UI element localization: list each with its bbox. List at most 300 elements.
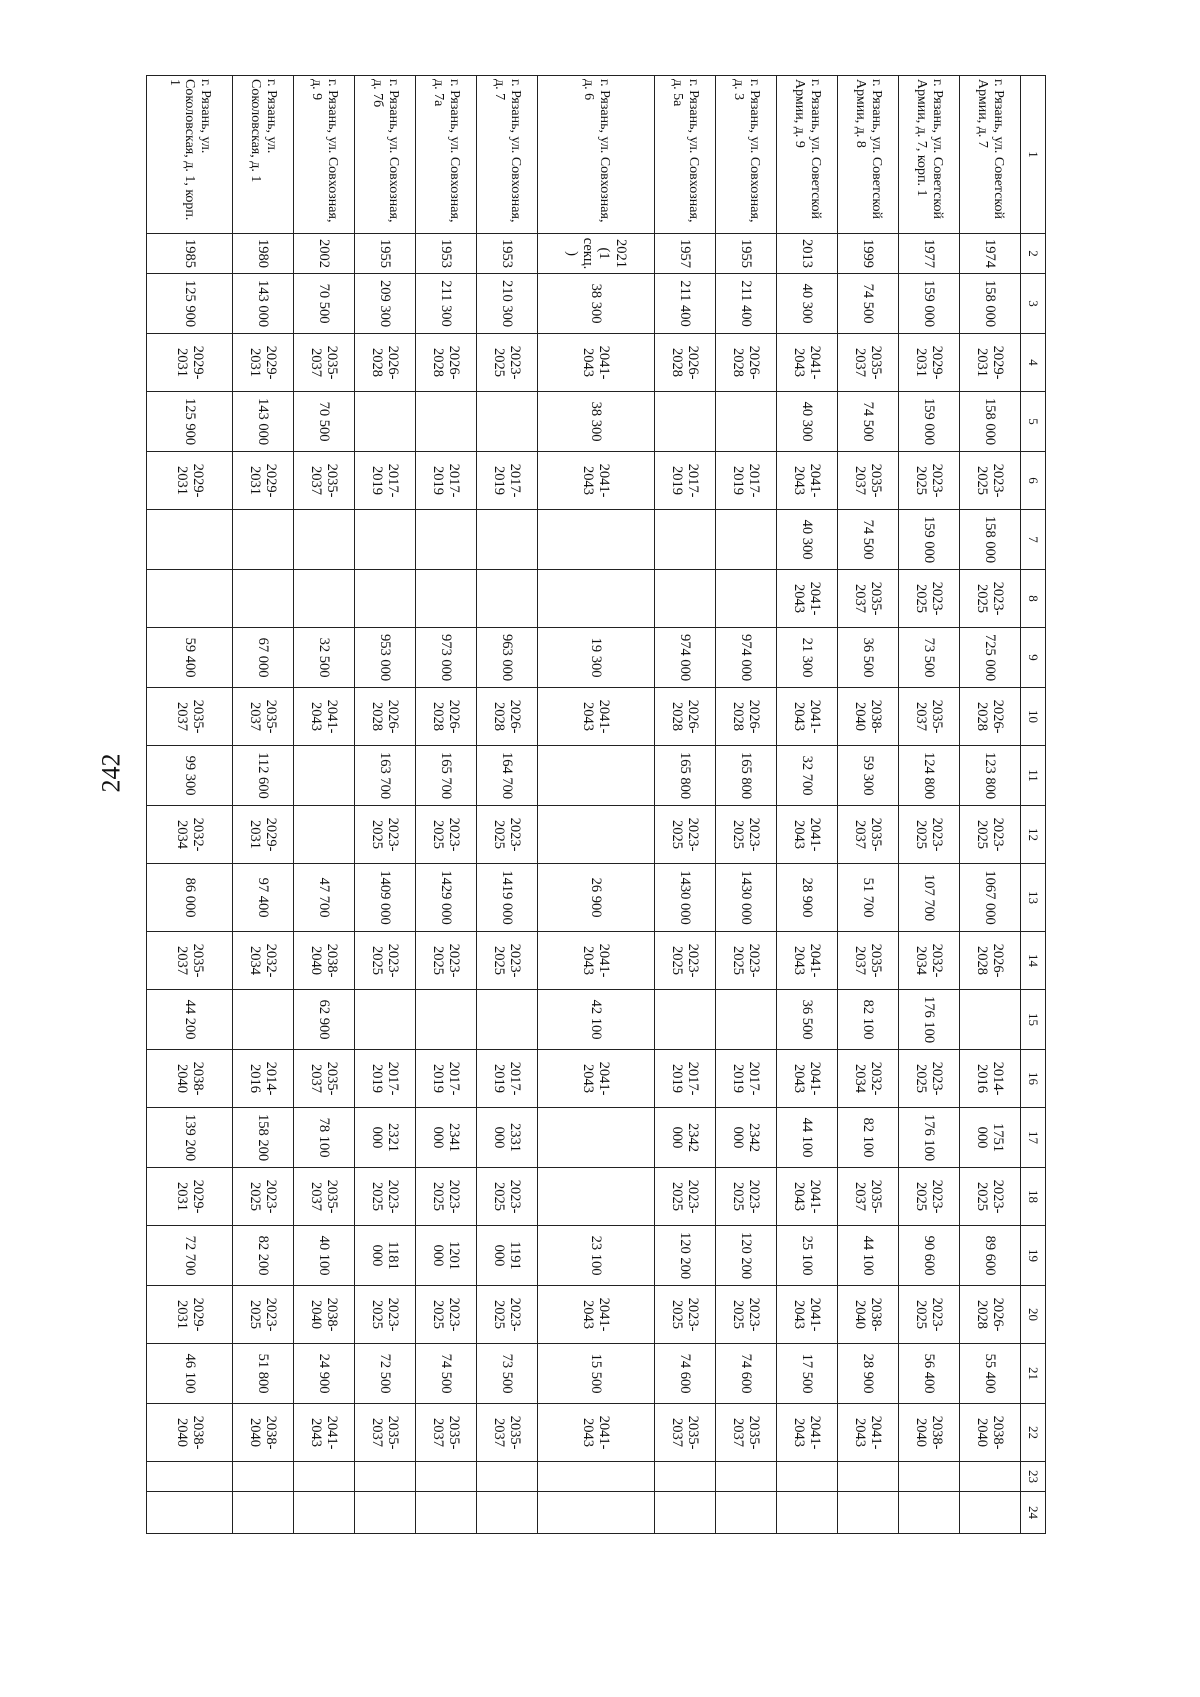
table-cell: 2026-2028 (416, 688, 477, 746)
table-cell (477, 990, 538, 1050)
table-row (294, 76, 355, 1534)
table-cell: 2023-2025 (416, 932, 477, 990)
table-cell: 2026-2028 (477, 688, 538, 746)
table-cell: 210 300 (477, 274, 538, 334)
table-cell: 1429 000 (416, 864, 477, 932)
table-cell (838, 1492, 899, 1534)
table-cell: 32 500 (294, 628, 355, 688)
table-cell (233, 510, 294, 570)
table-cell: 159 000 (899, 274, 960, 334)
table-row (355, 76, 416, 1534)
table-cell: 2026-2028 (655, 688, 716, 746)
table-cell: 2023-2025 (477, 932, 538, 990)
table-cell: 2035-2037 (294, 1050, 355, 1108)
table-cell: 2023-2025 (355, 1286, 416, 1344)
table-cell: 2035-2037 (838, 334, 899, 392)
address-cell: г. Рязань, ул. Совхозная, д. 7 (477, 76, 538, 234)
table-cell (716, 392, 777, 452)
table-cell: 74 600 (716, 1344, 777, 1404)
table-row (960, 76, 1021, 1534)
table-cell: 2017-2019 (477, 1050, 538, 1108)
table-cell: 158 000 (960, 392, 1021, 452)
table-cell (355, 1492, 416, 1534)
table-cell: 2029-2031 (147, 1286, 233, 1344)
table-cell: 19 300 (538, 628, 655, 688)
table-cell (294, 510, 355, 570)
address-cell: г. Рязань, ул. Советской Армии, д. 7, корп. 1 (899, 76, 960, 234)
table-cell: 2041-2043 (538, 1286, 655, 1344)
column-header: 23 (1021, 1462, 1046, 1492)
column-header: 5 (1021, 392, 1046, 452)
table-cell: 21 300 (777, 628, 838, 688)
table-cell: 2041-2043 (777, 1050, 838, 1108)
table-cell: 70 500 (294, 274, 355, 334)
table-cell: 42 100 (538, 990, 655, 1050)
table-cell (538, 746, 655, 806)
table-cell: 2023-2025 (960, 452, 1021, 510)
column-header: 12 (1021, 806, 1046, 864)
table-cell: 2023-2025 (655, 1168, 716, 1226)
table-cell (294, 1462, 355, 1492)
table-cell: 1191 000 (477, 1226, 538, 1286)
table-cell: 2321 000 (355, 1108, 416, 1168)
table-cell: 2023-2025 (960, 806, 1021, 864)
table-cell: 59 300 (838, 746, 899, 806)
table-cell: 25 100 (777, 1226, 838, 1286)
table-cell: 2017-2019 (416, 452, 477, 510)
address-cell: г. Рязань, ул. Советской Армии, д. 8 (838, 76, 899, 234)
table-cell: 1409 000 (355, 864, 416, 932)
table-cell: 2035-2037 (294, 334, 355, 392)
table-cell (655, 392, 716, 452)
table-cell: 82 100 (838, 1108, 899, 1168)
address-cell: г. Рязань, ул. Соколовская, д. 1 (233, 76, 294, 234)
table-cell: 1953 (477, 234, 538, 274)
table-cell: 28 900 (777, 864, 838, 932)
table-cell (416, 990, 477, 1050)
table-cell: 2041-2043 (777, 570, 838, 628)
table-cell: 2023-2025 (355, 806, 416, 864)
table-cell: 74 600 (655, 1344, 716, 1404)
table-cell (294, 1492, 355, 1534)
table-cell (655, 570, 716, 628)
address-cell: г. Рязань, ул. Советской Армии, д. 9 (777, 76, 838, 234)
table-cell: 2041-2043 (294, 688, 355, 746)
table-cell: 73 500 (899, 628, 960, 688)
table-cell (233, 990, 294, 1050)
table-cell: 40 300 (777, 510, 838, 570)
table-cell: 2342 000 (716, 1108, 777, 1168)
table-cell: 1999 (838, 234, 899, 274)
table-cell: 974 000 (716, 628, 777, 688)
table-cell: 209 300 (355, 274, 416, 334)
table-cell: 2029-2031 (147, 1168, 233, 1226)
table-cell (147, 1462, 233, 1492)
table-cell: 44 200 (147, 990, 233, 1050)
table-cell: 2035-2037 (838, 806, 899, 864)
table-cell: 2026-2028 (960, 688, 1021, 746)
table-cell: 40 300 (777, 274, 838, 334)
table-cell: 70 500 (294, 392, 355, 452)
table-cell: 2035-2037 (294, 452, 355, 510)
table-cell: 211 400 (655, 274, 716, 334)
table-cell: 2038-2040 (960, 1404, 1021, 1462)
table-cell (960, 1492, 1021, 1534)
table-cell: 2023-2025 (355, 1168, 416, 1226)
table-cell: 51 800 (233, 1344, 294, 1404)
table-cell: 2026-2028 (655, 334, 716, 392)
table-cell: 40 100 (294, 1226, 355, 1286)
column-header: 17 (1021, 1108, 1046, 1168)
address-cell: г. Рязань, ул. Совхозная, д. 6 (538, 76, 655, 234)
table-cell: 44 100 (838, 1226, 899, 1286)
table-row (777, 76, 838, 1534)
table-cell: 2041-2043 (777, 932, 838, 990)
table-cell (538, 1108, 655, 1168)
table-cell (355, 1462, 416, 1492)
table-cell: 2038-2040 (147, 1404, 233, 1462)
table-cell: 2023-2025 (416, 806, 477, 864)
table-cell: 74 500 (416, 1344, 477, 1404)
table-cell: 1955 (355, 234, 416, 274)
column-header: 10 (1021, 688, 1046, 746)
table-cell: 2041-2043 (777, 688, 838, 746)
table-container (146, 75, 1046, 1519)
table-cell: 2032-2034 (147, 806, 233, 864)
table-cell: 2038-2040 (233, 1404, 294, 1462)
table-cell: 158 200 (233, 1108, 294, 1168)
table-cell: 46 100 (147, 1344, 233, 1404)
column-header: 22 (1021, 1404, 1046, 1462)
table-cell: 2017-2019 (477, 452, 538, 510)
table-cell (716, 570, 777, 628)
table-cell: 2013 (777, 234, 838, 274)
table-row (538, 76, 655, 1534)
table-cell (777, 1462, 838, 1492)
table-cell: 2017-2019 (355, 1050, 416, 1108)
table-cell: 211 400 (716, 274, 777, 334)
table-cell: 165 800 (716, 746, 777, 806)
table-cell (538, 510, 655, 570)
column-header: 19 (1021, 1226, 1046, 1286)
table-cell (147, 1492, 233, 1534)
table-cell: 164 700 (477, 746, 538, 806)
table-cell: 2041-2043 (838, 1404, 899, 1462)
table-cell: 62 900 (294, 990, 355, 1050)
table-cell: 36 500 (838, 628, 899, 688)
table-cell: 2035-2037 (838, 570, 899, 628)
table-cell: 2023-2025 (899, 452, 960, 510)
table-cell: 2038-2040 (838, 688, 899, 746)
column-header: 4 (1021, 334, 1046, 392)
table-cell (233, 1492, 294, 1534)
table-cell (777, 1492, 838, 1534)
table-cell (294, 570, 355, 628)
table-cell (355, 990, 416, 1050)
table-cell: 211 300 (416, 274, 477, 334)
table-cell: 2041-2043 (777, 334, 838, 392)
table-cell: 2035-2037 (294, 1168, 355, 1226)
table-cell: 2029-2031 (147, 452, 233, 510)
column-header: 16 (1021, 1050, 1046, 1108)
address-cell: г. Рязань, ул. Соколовская, д. 1, корп. 1 (147, 76, 233, 234)
table-cell: 2023-2025 (716, 1168, 777, 1226)
table-cell: 2038-2040 (838, 1286, 899, 1344)
table-cell: 82 200 (233, 1226, 294, 1286)
table-cell: 74 500 (838, 392, 899, 452)
table-cell: 2026-2028 (716, 688, 777, 746)
table-cell: 2029-2031 (899, 334, 960, 392)
table-cell: 72 700 (147, 1226, 233, 1286)
table-cell: 2014-2016 (960, 1050, 1021, 1108)
table-cell: 120 200 (655, 1226, 716, 1286)
table-cell: 86 000 (147, 864, 233, 932)
table-cell: 89 600 (960, 1226, 1021, 1286)
table-cell (655, 1492, 716, 1534)
table-cell: 36 500 (777, 990, 838, 1050)
table-cell: 2041-2043 (538, 932, 655, 990)
table-cell (233, 570, 294, 628)
table-cell: 2023-2025 (477, 334, 538, 392)
table-cell: 2023-2025 (899, 806, 960, 864)
table-cell: 28 900 (838, 1344, 899, 1404)
table-row (899, 76, 960, 1534)
table-cell: 2041-2043 (538, 452, 655, 510)
table-cell: 2023-2025 (655, 932, 716, 990)
table-row (716, 76, 777, 1534)
table-cell: 55 400 (960, 1344, 1021, 1404)
table-cell: 24 900 (294, 1344, 355, 1404)
table-cell: 15 500 (538, 1344, 655, 1404)
table-cell: 1985 (147, 234, 233, 274)
table-cell: 38 300 (538, 274, 655, 334)
table-cell: 953 000 (355, 628, 416, 688)
table-cell: 2023-2025 (716, 806, 777, 864)
table-cell: 2023-2025 (477, 806, 538, 864)
column-header: 15 (1021, 990, 1046, 1050)
table-cell: 2023-2025 (655, 1286, 716, 1344)
table-cell: 2026-2028 (960, 932, 1021, 990)
table-cell: 123 800 (960, 746, 1021, 806)
table-cell (655, 510, 716, 570)
table-cell: 112 600 (233, 746, 294, 806)
column-header: 11 (1021, 746, 1046, 806)
table-cell (538, 1492, 655, 1534)
table-cell: 17 500 (777, 1344, 838, 1404)
table-cell: 2017-2019 (416, 1050, 477, 1108)
table-cell: 124 800 (899, 746, 960, 806)
table-row (655, 76, 716, 1534)
table-cell: 159 000 (899, 392, 960, 452)
table-cell: 2017-2019 (716, 452, 777, 510)
table-cell (838, 1462, 899, 1492)
table-row (416, 76, 477, 1534)
table-cell: 72 500 (355, 1344, 416, 1404)
table-row (477, 76, 538, 1534)
table-cell (294, 746, 355, 806)
table-cell: 1980 (233, 234, 294, 274)
table-cell (538, 806, 655, 864)
table-cell: 2342 000 (655, 1108, 716, 1168)
table-cell (355, 510, 416, 570)
address-cell: г. Рязань, ул. Совхозная, д. 5а (655, 76, 716, 234)
table-cell: 2023-2025 (899, 1286, 960, 1344)
table-cell: 158 000 (960, 274, 1021, 334)
table-cell: 1430 000 (655, 864, 716, 932)
table-cell: 2023-2025 (233, 1286, 294, 1344)
table-cell: 1430 000 (716, 864, 777, 932)
table-cell: 23 100 (538, 1226, 655, 1286)
table-cell: 143 000 (233, 392, 294, 452)
table-cell: 2023-2025 (477, 1168, 538, 1226)
table-cell: 44 100 (777, 1108, 838, 1168)
table-cell (538, 1462, 655, 1492)
column-header: 1 (1021, 76, 1046, 234)
table-cell (294, 806, 355, 864)
table-cell (655, 1462, 716, 1492)
table-cell: 2023-2025 (716, 932, 777, 990)
table-cell: 2029-2031 (233, 452, 294, 510)
address-cell: г. Рязань, ул. Совхозная, д. 7а (416, 76, 477, 234)
table-cell: 59 400 (147, 628, 233, 688)
table-cell: 2035-2037 (838, 932, 899, 990)
table-cell: 725 000 (960, 628, 1021, 688)
table-cell: 2038-2040 (147, 1050, 233, 1108)
table-cell (147, 570, 233, 628)
table-cell: 2331 000 (477, 1108, 538, 1168)
table-cell: 2029-2031 (233, 334, 294, 392)
table-cell (477, 392, 538, 452)
table-cell: 1419 000 (477, 864, 538, 932)
table-cell: 74 500 (838, 510, 899, 570)
table-cell: 973 000 (416, 628, 477, 688)
column-header: 21 (1021, 1344, 1046, 1404)
column-header: 3 (1021, 274, 1046, 334)
table-cell: 2041-2043 (538, 1404, 655, 1462)
table-cell: 2041-2043 (538, 688, 655, 746)
table-cell: 2038-2040 (294, 1286, 355, 1344)
column-header: 13 (1021, 864, 1046, 932)
table-cell: 159 000 (899, 510, 960, 570)
table-cell: 2041-2043 (294, 1404, 355, 1462)
table-cell (960, 1462, 1021, 1492)
table-cell: 1201 000 (416, 1226, 477, 1286)
table-cell (416, 570, 477, 628)
table-cell: 2032-2034 (838, 1050, 899, 1108)
table-cell: 2035-2037 (655, 1404, 716, 1462)
table-cell: 143 000 (233, 274, 294, 334)
table-cell: 2038-2040 (899, 1404, 960, 1462)
table-cell (716, 1492, 777, 1534)
table-cell (233, 1462, 294, 1492)
table-cell: 51 700 (838, 864, 899, 932)
table-row (233, 76, 294, 1534)
page-number: 242 (96, 753, 126, 793)
table-cell: 2041-2043 (777, 1286, 838, 1344)
table-cell: 99 300 (147, 746, 233, 806)
table-cell: 74 500 (838, 274, 899, 334)
table-cell (477, 1492, 538, 1534)
table-cell: 963 000 (477, 628, 538, 688)
column-header: 6 (1021, 452, 1046, 510)
table-cell (899, 1462, 960, 1492)
table-cell: 2023-2025 (899, 570, 960, 628)
table-cell: 47 700 (294, 864, 355, 932)
column-header: 14 (1021, 932, 1046, 990)
table-cell: 2029-2031 (147, 334, 233, 392)
table-cell: 26 900 (538, 864, 655, 932)
table-cell: 40 300 (777, 392, 838, 452)
column-header: 24 (1021, 1492, 1046, 1534)
table-cell (960, 990, 1021, 1050)
table-cell: 163 700 (355, 746, 416, 806)
table-cell: 2035-2037 (716, 1404, 777, 1462)
table-cell: 1953 (416, 234, 477, 274)
table-cell: 120 200 (716, 1226, 777, 1286)
table-cell: 2035-2037 (477, 1404, 538, 1462)
table-cell (538, 1168, 655, 1226)
column-header: 18 (1021, 1168, 1046, 1226)
address-cell: г. Рязань, ул. Совхозная, д. 3 (716, 76, 777, 234)
table-cell: 2041-2043 (538, 1050, 655, 1108)
address-cell: г. Рязань, ул. Совхозная, д. 7б (355, 76, 416, 234)
table-cell: 2026-2028 (960, 1286, 1021, 1344)
table-cell: 176 100 (899, 990, 960, 1050)
table-cell: 2041-2043 (777, 1168, 838, 1226)
table-cell (899, 1492, 960, 1534)
table-cell (355, 392, 416, 452)
table-cell: 32 700 (777, 746, 838, 806)
table-cell: 1957 (655, 234, 716, 274)
table-cell: 2002 (294, 234, 355, 274)
table-cell: 2021 (1 секц.) (538, 234, 655, 274)
table-cell (355, 570, 416, 628)
table-cell: 90 600 (899, 1226, 960, 1286)
table-cell (716, 1462, 777, 1492)
table-cell: 2341 000 (416, 1108, 477, 1168)
column-header: 7 (1021, 510, 1046, 570)
table-cell: 2035-2037 (416, 1404, 477, 1462)
table-cell: 2023-2025 (899, 1168, 960, 1226)
table-row (838, 76, 899, 1534)
table-cell: 97 400 (233, 864, 294, 932)
table-cell: 125 900 (147, 274, 233, 334)
table-cell: 1977 (899, 234, 960, 274)
table-header-row (1021, 76, 1046, 1534)
table-cell: 2023-2025 (477, 1286, 538, 1344)
table-cell: 2023-2025 (960, 570, 1021, 628)
table-cell: 1974 (960, 234, 1021, 274)
table-cell: 2035-2037 (147, 932, 233, 990)
table-cell: 82 100 (838, 990, 899, 1050)
table-cell: 2029-2031 (233, 806, 294, 864)
table-cell (416, 1462, 477, 1492)
table-cell: 2023-2025 (416, 1168, 477, 1226)
table-cell: 2017-2019 (655, 1050, 716, 1108)
table-cell: 1181 000 (355, 1226, 416, 1286)
table-cell (416, 510, 477, 570)
table-cell (147, 510, 233, 570)
column-header: 8 (1021, 570, 1046, 628)
table-cell: 2026-2028 (716, 334, 777, 392)
table-cell: 158 000 (960, 510, 1021, 570)
table-cell: 165 800 (655, 746, 716, 806)
table-cell (655, 990, 716, 1050)
table-cell: 2023-2025 (355, 932, 416, 990)
table-cell (477, 1462, 538, 1492)
table-cell: 2035-2037 (355, 1404, 416, 1462)
table-cell: 2023-2025 (233, 1168, 294, 1226)
